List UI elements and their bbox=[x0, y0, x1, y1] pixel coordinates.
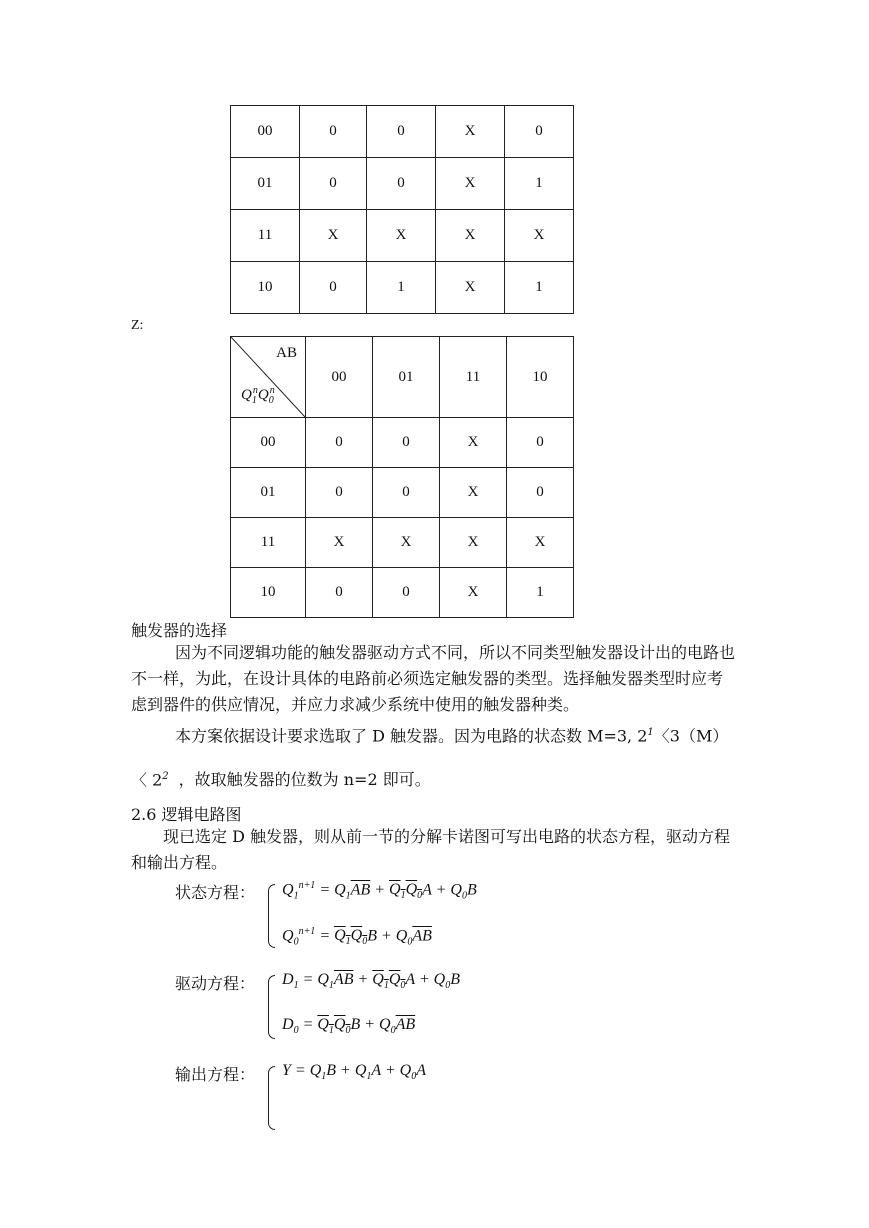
drive-equation-brace bbox=[268, 975, 275, 1039]
output-equation-brace bbox=[268, 1066, 275, 1130]
table-row bbox=[231, 468, 574, 518]
table-cell: X bbox=[440, 568, 507, 618]
paragraph-logic: 现已选定 D 触发器，则从前一节的分解卡诺图可写出电路的状态方程，驱动方程和输出方程。 bbox=[131, 827, 731, 872]
paragraph-flipflop-1: 因为不同逻辑功能的触发器驱动方式不同，所以不同类型触发器设计出的电路也不一样，为此，在设计具体的电路前必须选定触发器的类型。选择触发器类型时应考虑到器件的供应情况，并应力求减少系统中使用的触发器种类。 bbox=[131, 643, 736, 714]
row-header: 11 bbox=[231, 210, 300, 262]
paragraph-flipflop-3: 〈 $2^2$ ，故取触发器的位数为 n=2 即可。 bbox=[131, 770, 431, 790]
table-cell: 0 bbox=[367, 158, 436, 210]
karnaugh-map-z bbox=[230, 336, 574, 618]
table-cell: X bbox=[440, 468, 507, 518]
table-cell: 0 bbox=[306, 468, 373, 518]
table-cell: X bbox=[507, 518, 574, 568]
drive-equation-d1: $D_1 = Q_1\overline{AB} + Q_1Q_0A + Q_0B$ bbox=[282, 971, 461, 992]
table-cell: 0 bbox=[306, 418, 373, 468]
state-equation-q1: $Q_1^{n+1} = Q_1\overline{AB} + Q_1Q_0A + Q_0B$ bbox=[282, 880, 477, 902]
row-header: 11 bbox=[231, 518, 306, 568]
table-row bbox=[231, 106, 574, 158]
table-cell: X bbox=[440, 418, 507, 468]
corner-bottom-label: $Q_1^nQ_0^n$ bbox=[241, 385, 275, 406]
table-cell: X bbox=[306, 518, 373, 568]
col-header: 00 bbox=[306, 337, 373, 418]
table-cell: X bbox=[300, 210, 367, 262]
row-header: 10 bbox=[231, 262, 300, 314]
table-cell: X bbox=[505, 210, 574, 262]
output-equation-y: $Y = Q_1B + Q_1A + Q_0A$ bbox=[282, 1062, 426, 1083]
table-cell: X bbox=[436, 106, 505, 158]
table-cell: X bbox=[436, 158, 505, 210]
state-equation-q0: $Q_0^{n+1} = Q_1Q_0B + Q_0\overline{AB}$ bbox=[282, 926, 432, 948]
table-cell: 0 bbox=[373, 418, 440, 468]
table-row bbox=[231, 210, 574, 262]
table-cell: X bbox=[367, 210, 436, 262]
table-cell: 0 bbox=[373, 468, 440, 518]
corner-top-label: AB bbox=[276, 345, 297, 361]
paragraph-flipflop-2: 本方案依据设计要求选取了 D 触发器。因为电路的状态数 M=3, $2^1$〈3（M） bbox=[175, 726, 729, 746]
drive-equation-d0: $D_0 = Q_1Q_0B + Q_0\overline{AB}$ bbox=[282, 1016, 416, 1037]
corner-header-cell bbox=[231, 337, 306, 418]
table-row bbox=[231, 518, 574, 568]
table-cell: 0 bbox=[300, 262, 367, 314]
section-title-logic: 2.6 逻辑电路图 bbox=[131, 805, 242, 824]
row-header: 01 bbox=[231, 468, 306, 518]
table-cell: 0 bbox=[367, 106, 436, 158]
row-header: 00 bbox=[231, 418, 306, 468]
col-header: 11 bbox=[440, 337, 507, 418]
table-cell: 0 bbox=[300, 106, 367, 158]
col-header: 10 bbox=[507, 337, 574, 418]
row-header: 10 bbox=[231, 568, 306, 618]
table-cell: 1 bbox=[505, 262, 574, 314]
z-label: Z: bbox=[131, 318, 144, 333]
table-cell: 1 bbox=[507, 568, 574, 618]
state-equation-label: 状态方程： bbox=[175, 883, 256, 902]
row-header: 00 bbox=[231, 106, 300, 158]
drive-equation-label: 驱动方程： bbox=[175, 974, 256, 993]
table-cell: 0 bbox=[306, 568, 373, 618]
karnaugh-map-y bbox=[230, 105, 574, 314]
col-header: 01 bbox=[373, 337, 440, 418]
table-cell: 0 bbox=[300, 158, 367, 210]
state-equation-brace bbox=[268, 884, 275, 948]
table-cell: 1 bbox=[505, 158, 574, 210]
table-row bbox=[231, 158, 574, 210]
table-cell: 0 bbox=[507, 468, 574, 518]
table-cell: 1 bbox=[367, 262, 436, 314]
table-row bbox=[231, 418, 574, 468]
table-cell: X bbox=[436, 262, 505, 314]
table-cell: 0 bbox=[373, 568, 440, 618]
row-header: 01 bbox=[231, 158, 300, 210]
table-cell: 0 bbox=[507, 418, 574, 468]
table-row bbox=[231, 568, 574, 618]
table-cell: X bbox=[373, 518, 440, 568]
table-row bbox=[231, 262, 574, 314]
output-equation-label: 输出方程： bbox=[175, 1065, 256, 1084]
table-cell: X bbox=[440, 518, 507, 568]
table-cell: X bbox=[436, 210, 505, 262]
table-cell: 0 bbox=[505, 106, 574, 158]
section-title-flipflop: 触发器的选择 bbox=[131, 621, 228, 640]
